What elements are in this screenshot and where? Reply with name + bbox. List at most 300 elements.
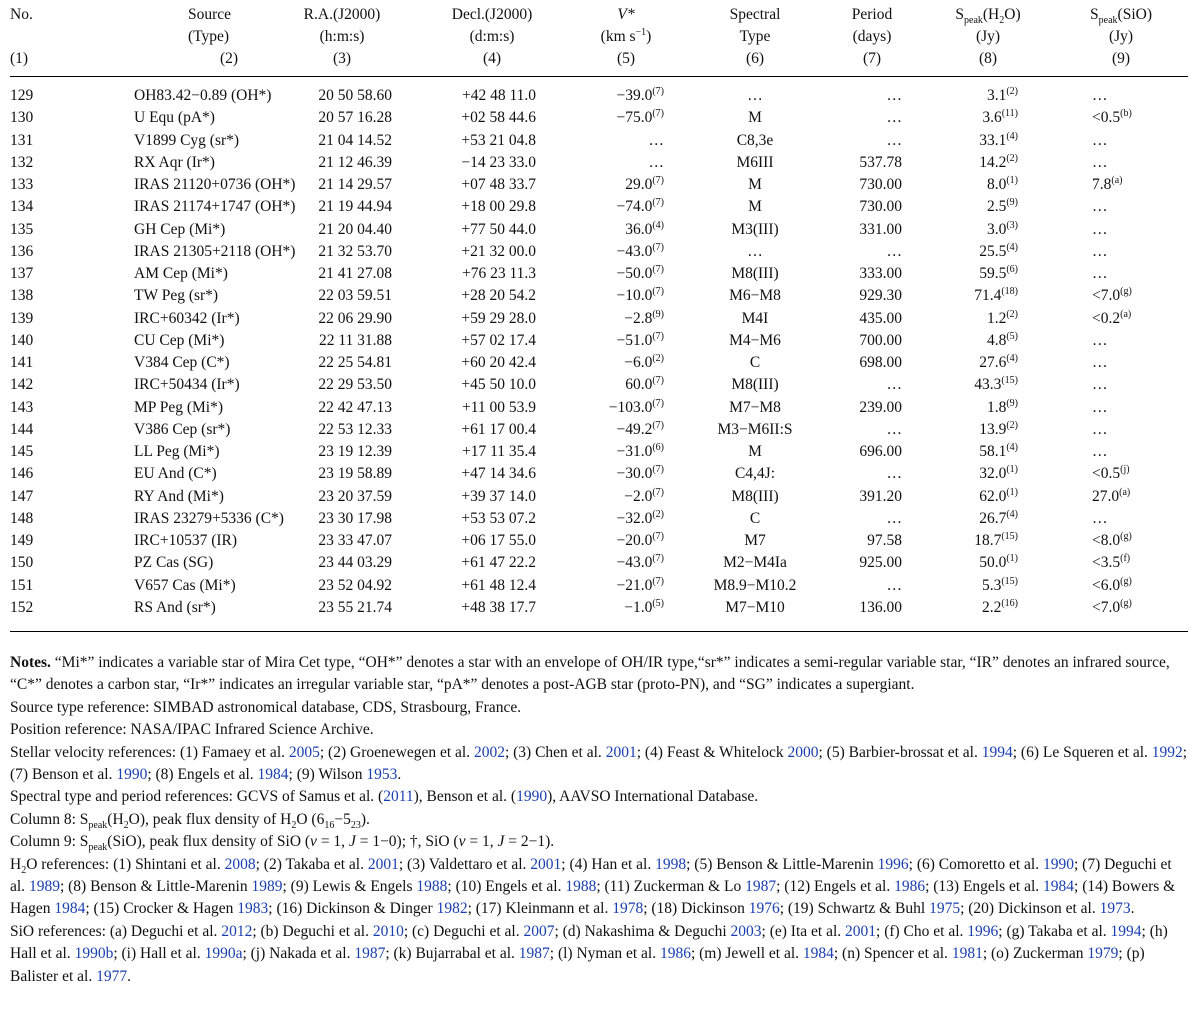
cell-ra-value: 22 03 59.51 [318,287,392,305]
cell-decl-value: +07 48 33.7 [461,176,536,193]
cell-period-value: 730.00 [859,198,902,216]
table-row [10,352,1188,374]
cell-spectral-type-value: C4,4J: [734,465,776,483]
cell-speak-h2o-value: 8.0 [986,176,1007,193]
cell-speak-h2o-ref: (1) [1006,464,1018,476]
cell-period-value: 333.00 [859,265,902,282]
cell-velocity-ref: (2) [652,508,664,520]
table-row [10,152,1188,174]
cell-velocity [564,196,688,218]
cell-velocity [564,330,688,352]
cell-velocity-ref: (7) [652,197,664,209]
cell-velocity [564,486,688,508]
notes-column-9: Column 9: $S_{peak}(SiO)$, peak flux density of SiO (v = 1, J = 1−0); †, SiO (v = 1, J = 2−1). [10,833,555,854]
cell-decl-value: +60 20 42.4 [461,354,536,371]
cell-speak-h2o-ref: (15) [1001,375,1018,387]
header-num-8: (8) [978,50,998,67]
cell-period-value: … [886,376,902,394]
cell-velocity-value: −30.0 [616,465,653,483]
table-row [10,374,1188,396]
cell-source-value: IRC+60342 (Ir*) [134,309,240,327]
cell-period-value: 239.00 [859,398,902,416]
cell-speak-h2o-ref: (2) [1006,85,1018,97]
cell-velocity-value: −74.0 [616,198,653,216]
cell-velocity-value: −2.0 [624,487,653,505]
cell-speak-h2o-value: 33.1 [979,131,1007,149]
cell-period [822,174,922,196]
cell-velocity-value: … [648,153,664,171]
cell-speak-h2o-ref: (9) [1006,397,1018,409]
cell-period [822,330,922,352]
cell-speak-h2o-ref: (9) [1006,197,1018,209]
cell-speak-h2o [922,419,1054,441]
table-row [10,308,1188,330]
cell-spectral-type [688,441,822,463]
cell-speak-sio-ref: (a) [1119,486,1131,498]
cell-decl [420,552,564,574]
cell-decl-value: +28 20 54.2 [461,287,536,305]
cell-decl-value: +77 50 44.0 [461,220,536,238]
cell-speak-h2o-value: 71.4 [974,287,1002,305]
cell-no [10,597,68,619]
header-period: Period (days) [851,6,893,45]
cell-velocity-value: −103.0 [608,398,653,416]
cell-ra-value: 20 57 16.28 [318,109,392,127]
cell-period [822,441,922,463]
cell-period-value: … [886,87,902,104]
cell-no [10,352,68,374]
cell-period-value: … [886,420,902,438]
cell-spectral-type-value: M3(III) [731,220,779,238]
cell-velocity-value: −2.8 [624,309,653,327]
cell-no [10,241,68,263]
cell-source [68,397,264,419]
notes-sio-refs: SiO references: (a) Deguchi et al. 2012; (b) Deguchi et al. 2010; (c) Deguchi et al. 2007; (d) Nakashima & Deguchi 2003; (e) Ita et al. 2001; (f) Cho et al. 1996; (g) Takaba et al. 1994; (h) Hall et al. 1990b; (i) Hall et al. 1990a; (j) Nakada et al. 1987; (k) Bujarrabal et al. 1987; (l) Nyman et al. 1986; (m) Jewell et al. 1984; (n) Spencer et al. 1981; (o) Zuckerman 1979; (p) Balister et al. 1977. [10,922,1168,985]
cell-velocity-ref: (4) [652,219,664,231]
cell-decl-value: +45 50 10.0 [461,376,536,394]
cell-decl-value: +02 58 44.6 [461,109,536,127]
cell-velocity-ref: (7) [652,464,664,476]
cell-spectral-type [688,152,822,174]
cell-velocity-ref: (7) [652,575,664,587]
cell-spectral-type [688,219,822,241]
cell-velocity [564,597,688,619]
cell-ra-value: 23 30 17.98 [318,509,392,527]
cell-spectral-type [688,107,822,129]
header-num-1: (1) [10,50,29,67]
cell-no-value: 144 [10,420,34,438]
cell-speak-h2o-value: 26.7 [979,509,1007,527]
cell-no-value: 130 [10,109,34,127]
cell-ra-value: 23 20 37.59 [318,487,392,505]
cell-decl [420,219,564,241]
cell-decl [420,174,564,196]
cell-speak-h2o-value: 59.5 [979,265,1007,282]
cell-ra-value: 23 44 03.29 [318,554,392,572]
cell-no [10,575,68,597]
cell-source-value: RY And (Mi*) [134,487,224,505]
cell-source [68,575,264,597]
cell-ra-value: 21 32 53.70 [318,242,392,260]
cell-velocity [564,463,688,485]
cell-no [10,508,68,530]
header-num-6: (6) [745,50,765,67]
cell-ra [264,530,420,552]
cell-spectral-type [688,352,822,374]
cell-source [68,508,284,530]
cell-spectral-type [688,486,822,508]
cell-speak-h2o-value: 18.7 [974,532,1002,549]
cell-speak-h2o-value: 62.0 [979,487,1007,505]
cell-ra-value: 22 11 31.88 [318,331,392,349]
cell-source-value: U Equ (pA*) [134,109,215,127]
cell-ra [264,77,420,107]
cell-speak-sio-value: <0.5 [1092,465,1121,483]
cell-ra-value: 22 42 47.13 [318,398,392,416]
cell-speak-h2o-value: 3.0 [986,220,1007,238]
cell-no-value: 136 [10,242,34,260]
cell-speak-h2o-ref: (4) [1006,352,1018,364]
cell-speak-h2o-value: 50.0 [979,554,1007,572]
cell-velocity-ref: (5) [652,597,664,609]
cell-velocity [564,77,688,107]
cell-period [822,308,922,330]
cell-period [822,263,922,285]
cell-velocity-value: −21.0 [616,576,653,594]
cell-no [10,107,68,129]
cell-speak-h2o-ref: (4) [1006,441,1018,453]
cell-no-value: 135 [10,220,34,238]
cell-speak-h2o-ref: (11) [1001,108,1018,120]
cell-speak-sio-value: <3.5 [1092,554,1121,572]
cell-source [68,263,264,285]
cell-ra [264,552,420,574]
cell-speak-sio-value: … [1092,242,1108,260]
cell-decl-value: +39 37 14.0 [461,487,536,505]
cell-speak-h2o [922,285,1054,307]
cell-speak-h2o-value: 4.8 [986,331,1007,349]
cell-period [822,374,922,396]
cell-velocity-ref: (7) [652,530,664,542]
cell-speak-sio-value: <6.0 [1092,576,1121,594]
cell-decl-value: +61 48 12.4 [461,576,536,594]
header-num-9: (9) [1111,50,1131,67]
cell-decl-value: +53 21 04.8 [461,131,536,149]
cell-velocity-ref: (7) [652,174,664,186]
cell-speak-sio-ref: (a) [1111,174,1123,186]
cell-period-value: 391.20 [859,487,902,505]
cell-no-value: 133 [10,176,34,193]
notes-spectral-refs: Spectral type and period references: GCVS of Samus et al. (2011), Benson et al. (1990), AAVSO International Database. [10,788,759,806]
table-row [10,77,1188,107]
cell-ra [264,419,420,441]
cell-ra-value: 21 19 44.94 [318,198,392,216]
cell-no [10,77,68,107]
cell-spectral-type-value: M3−M6II:S [717,420,793,438]
cell-velocity-ref: (7) [652,375,664,387]
cell-source-value: IRAS 23279+5336 (C*) [134,509,284,527]
cell-ra [264,130,420,152]
cell-velocity [564,352,688,374]
cell-speak-sio [1054,107,1188,129]
cell-speak-h2o-ref: (5) [1006,330,1018,342]
cell-speak-sio [1054,130,1188,152]
cell-no [10,285,68,307]
cell-velocity [564,174,688,196]
cell-period [822,285,922,307]
cell-velocity-ref: (7) [652,330,664,342]
cell-period-value: 730.00 [859,176,902,193]
cell-velocity-ref: (7) [652,486,664,498]
cell-source [68,285,264,307]
cell-ra [264,486,420,508]
cell-no-value: 137 [10,265,34,282]
table-row [10,486,1188,508]
cell-speak-sio [1054,374,1188,396]
cell-velocity-value: −43.0 [616,242,653,260]
cell-speak-sio [1054,508,1188,530]
cell-speak-sio-value: … [1092,131,1108,149]
cell-period-value: 331.00 [859,220,902,238]
cell-speak-sio-value: <0.2 [1092,309,1121,327]
cell-velocity-value: −32.0 [616,509,653,527]
cell-ra [264,508,420,530]
cell-spectral-type-value: M6III [736,153,774,171]
cell-decl-value: +59 29 28.0 [461,309,536,327]
cell-speak-h2o-value: 58.1 [979,443,1007,460]
header-num-3: (3) [332,50,352,67]
cell-source [68,419,264,441]
cell-decl [420,441,564,463]
notes-column-8: Column 8: $S_{peak}(H_2O)$, peak flux density of $H_2O$ $(6_{16}-5_{23})$. [10,810,370,831]
cell-velocity-ref: (6) [652,441,664,453]
cell-velocity-ref: (7) [652,397,664,409]
table-row [10,575,1188,597]
cell-speak-h2o [922,77,1054,107]
table-row [10,397,1188,419]
cell-velocity-value: −49.2 [616,420,653,438]
cell-speak-h2o-ref: (4) [1006,130,1018,142]
cell-period [822,508,922,530]
header-speak-sio: $S_{peak}(SiO)$ (Jy) [1090,6,1152,45]
cell-speak-h2o [922,486,1054,508]
cell-speak-sio-value: 27.0 [1092,487,1120,505]
cell-speak-sio-ref: (b) [1120,108,1132,120]
cell-no-value: 151 [10,576,34,594]
cell-ra-value: 21 12 46.39 [318,153,392,171]
table-bottom-rule [10,619,1188,632]
cell-period-value: 97.58 [867,532,902,549]
cell-decl-value: +42 48 11.0 [461,87,536,104]
header-ra: R.A.(J2000) (h:m:s) [303,6,381,45]
cell-spectral-type-value: M8(III) [731,376,779,394]
cell-velocity-value: … [648,131,664,149]
cell-source-value: IRAS 21120+0736 (OH*) [134,176,296,193]
cell-spectral-type-value: M7−M10 [725,598,785,616]
cell-source-value: PZ Cas (SG) [134,554,214,572]
cell-spectral-type-value: M8(III) [731,265,779,282]
cell-speak-h2o [922,196,1054,218]
cell-speak-sio [1054,530,1188,552]
cell-speak-sio-value: … [1092,398,1108,416]
cell-speak-h2o-ref: (1) [1006,553,1018,565]
table-row [10,107,1188,129]
cell-speak-sio [1054,486,1188,508]
cell-speak-h2o [922,219,1054,241]
cell-speak-sio [1054,330,1188,352]
cell-decl [420,463,564,485]
cell-velocity [564,285,688,307]
cell-speak-sio-value: <0.5 [1092,109,1121,127]
cell-speak-h2o-ref: (6) [1006,263,1018,275]
cell-no-value: 147 [10,487,34,505]
cell-speak-h2o-value: 3.6 [982,109,1002,127]
cell-velocity-value: −20.0 [616,532,653,549]
cell-no [10,397,68,419]
cell-speak-h2o [922,508,1054,530]
cell-velocity-value: −50.0 [616,265,653,282]
cell-velocity-ref: (7) [652,241,664,253]
cell-decl-value: +57 02 17.4 [461,331,536,349]
cell-decl-value: +53 53 07.2 [461,509,536,527]
cell-source-value: GH Cep (Mi*) [134,220,226,238]
cell-ra [264,152,420,174]
cell-no [10,552,68,574]
cell-velocity [564,152,688,174]
cell-decl [420,597,564,619]
cell-source [68,241,296,263]
cell-velocity [564,575,688,597]
cell-velocity [564,107,688,129]
cell-decl [420,130,564,152]
cell-no [10,330,68,352]
cell-period [822,107,922,129]
cell-ra [264,308,420,330]
cell-ra [264,352,420,374]
cell-period-value: 435.00 [859,309,902,327]
cell-speak-h2o [922,397,1054,419]
table-row [10,174,1188,196]
cell-period [822,352,922,374]
table-row [10,241,1188,263]
cell-decl [420,107,564,129]
header-num-2: (2) [220,50,239,67]
cell-speak-sio [1054,352,1188,374]
cell-decl-value: +11 00 53.9 [461,398,536,416]
cell-velocity-value: 60.0 [625,376,653,394]
cell-decl-value: +76 23 11.3 [461,265,536,282]
cell-speak-h2o [922,597,1054,619]
cell-speak-sio-ref: (f) [1120,553,1131,565]
header-no: No. [10,6,33,23]
cell-speak-sio-value: … [1092,443,1108,460]
cell-velocity-ref: (7) [652,419,664,431]
cell-velocity [564,530,688,552]
cell-no-value: 148 [10,509,34,527]
cell-period [822,77,922,107]
cell-source-value: IRC+50434 (Ir*) [134,376,240,394]
cell-speak-sio-value: … [1092,376,1108,394]
cell-period-value: … [886,465,902,483]
cell-velocity-value: −31.0 [616,443,653,460]
cell-source-value: V657 Cas (Mi*) [134,576,236,594]
cell-speak-h2o-ref: (1) [1006,486,1018,498]
header-num-4: (4) [482,50,502,67]
cell-no-value: 138 [10,287,34,305]
cell-decl [420,152,564,174]
table-row [10,441,1188,463]
cell-velocity-ref: (7) [652,263,664,275]
notes-h2o-refs: $H_2O$ references: (1) Shintani et al. 2008; (2) Takaba et al. 2001; (3) Valdettaro et al. 2001; (4) Han et al. 1998; (5) Benson & Little-Marenin 1996; (6) Comoretto et al. 1990; (7) Deguchi et al. 1989; (8) Benson & Little-Marenin 1989; (9) Lewis & Engels 1988; (10) Engels et al. 1988; (11) Zuckerman & Lo 1987; (12) Engels et al. 1986; (13) Engels et al. 1984; (14) Bowers & Hagen 1984; (15) Crocker & Hagen 1983; (16) Dickinson & Dinger 1982; (17) Kleinmann et al. 1978; (18) Dickinson 1976; (19) Schwartz & Buhl 1975; (20) Dickinson et al. 1973. [10,855,1176,918]
cell-spectral-type-value: M [748,176,762,193]
cell-spectral-type [688,196,822,218]
cell-spectral-type-value: M7 [744,532,766,549]
cell-decl [420,397,564,419]
cell-speak-sio [1054,597,1188,619]
cell-period-value: 136.00 [859,598,902,616]
cell-speak-h2o-value: 13.9 [979,420,1007,438]
cell-no [10,530,68,552]
cell-speak-h2o-value: 43.3 [974,376,1002,394]
cell-source-value: RX Aqr (Ir*) [134,153,215,171]
cell-decl [420,352,564,374]
cell-speak-sio-value: … [1092,265,1108,282]
cell-speak-h2o-ref: (16) [1001,597,1018,609]
cell-source [68,352,264,374]
cell-source-value: EU And (C*) [134,465,217,483]
cell-velocity [564,263,688,285]
cell-source [68,374,264,396]
cell-no-value: 131 [10,131,34,149]
cell-speak-h2o [922,374,1054,396]
cell-spectral-type-value: M8.9−M10.2 [713,576,797,594]
cell-spectral-type [688,374,822,396]
cell-spectral-type [688,285,822,307]
cell-spectral-type-value: M2−M4Ia [723,554,787,572]
cell-ra [264,374,420,396]
cell-speak-h2o-ref: (15) [1001,575,1018,587]
cell-ra [264,107,420,129]
cell-speak-sio-ref: (j) [1120,464,1130,476]
cell-speak-h2o [922,107,1054,129]
cell-no-value: 145 [10,443,34,460]
cell-velocity-value: −39.0 [616,87,653,104]
cell-decl [420,419,564,441]
cell-ra-value: 20 50 58.60 [318,87,392,104]
data-table [10,4,1188,632]
cell-no [10,130,68,152]
cell-ra-value: 21 20 04.40 [318,220,392,238]
cell-source [68,77,272,107]
cell-speak-h2o-value: 3.1 [986,87,1007,104]
cell-spectral-type [688,552,822,574]
cell-no-value: 143 [10,398,34,416]
cell-speak-sio-value: <7.0 [1092,287,1121,305]
cell-decl [420,486,564,508]
cell-source [68,196,296,218]
cell-spectral-type [688,77,822,107]
cell-no [10,486,68,508]
cell-speak-sio [1054,552,1188,574]
cell-no [10,174,68,196]
cell-spectral-type-value: … [747,87,763,104]
cell-period [822,419,922,441]
cell-speak-h2o-value: 2.5 [986,198,1007,216]
cell-speak-sio [1054,77,1188,107]
header-source: Source (Type) [188,6,232,45]
cell-source-value: IRC+10537 (IR) [134,532,238,549]
cell-source [68,308,264,330]
